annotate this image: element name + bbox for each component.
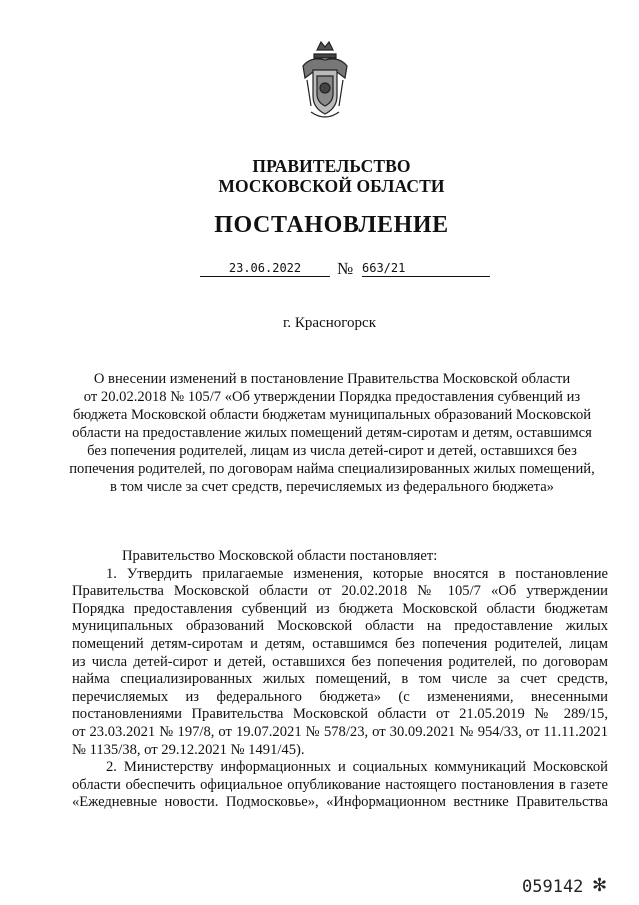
- title-line: от 20.02.2018 № 105/7 «Об утверждении Порядка предоставления субвенций из: [83, 389, 581, 405]
- title-line: бюджета Московской области бюджетам муниципальных образований Московской: [72, 407, 592, 423]
- para1-line: № 1135/38, от 29.12.2021 № 1491/45).: [72, 741, 305, 758]
- para1-line: найма специализированных жилых помещений, в том числе за счет средств,: [72, 671, 608, 688]
- para2-line: области обеспечить официальное опубликование настоящего постановления в газете: [72, 776, 608, 793]
- para2-line: «Ежедневные новости. Подмосковье», «Информационном вестнике Правительства: [72, 794, 608, 811]
- title-line: без попечения родителей, лицам из числа детей-сирот и детей, оставшихся без: [87, 443, 577, 459]
- asterisk-mark: ✻: [592, 875, 608, 895]
- para1-line: постановлениями Правительства Московской области от 21.05.2019 № 289/15,: [72, 706, 608, 723]
- para1-line: помещений детям-сиротам и детям, оставшимся без попечения родителей, лицам: [72, 635, 608, 652]
- title-line: в том числе за счет средств, перечисляемых из федерального бюджета»: [110, 479, 554, 495]
- document-number: 663/21: [362, 261, 490, 277]
- title-line: области на предоставление жилых помещений детям-сиротам и детям, оставшимся: [72, 425, 592, 441]
- para1-line: Правительства Московской области от 20.02.2018 № 105/7 «Об утверждении: [72, 583, 608, 600]
- org-name-line2: МОСКОВСКОЙ ОБЛАСТИ: [218, 176, 445, 196]
- para1-line: Порядка предоставления субвенций из бюджета Московской области бюджетам: [72, 600, 608, 617]
- para1-line: муниципальных образований Московской области на предоставление жилых: [72, 618, 608, 635]
- title-line: О внесении изменений в постановление Правительства Московской области: [93, 371, 571, 387]
- para1-line: перечисляемых из федерального бюджета» (с изменениями, внесенными: [72, 688, 608, 705]
- para2-line: 2. Министерству информационных и социальных коммуникаций Московской: [106, 759, 608, 776]
- resolution-body: [72, 548, 608, 812]
- serial-number: 059142: [522, 877, 584, 897]
- coat-of-arms-icon: [297, 36, 353, 124]
- document-date: 23.06.2022: [200, 261, 330, 277]
- document-type: ПОСТАНОВЛЕНИЕ: [214, 212, 449, 238]
- para1-line: от 23.03.2021 № 197/8, от 19.07.2021 № 578/23, от 30.09.2021 № 954/33, от 11.11.2021: [72, 723, 608, 740]
- city: г. Красногорск: [282, 315, 377, 331]
- org-name-line1: ПРАВИТЕЛЬСТВО: [252, 156, 411, 176]
- para1-line: из числа детей-сирот и детей, оставшихся без попечения родителей, по договорам: [72, 653, 608, 670]
- number-sign: №: [337, 259, 354, 278]
- title-line: попечения родителей, по договорам найма специализированных жилых помещений,: [69, 461, 595, 477]
- resolution-title: [68, 370, 596, 496]
- intro-line: Правительство Московской области постановляет:: [122, 548, 438, 564]
- para1-line: 1. Утвердить прилагаемые изменения, которые вносятся в постановление: [106, 565, 608, 582]
